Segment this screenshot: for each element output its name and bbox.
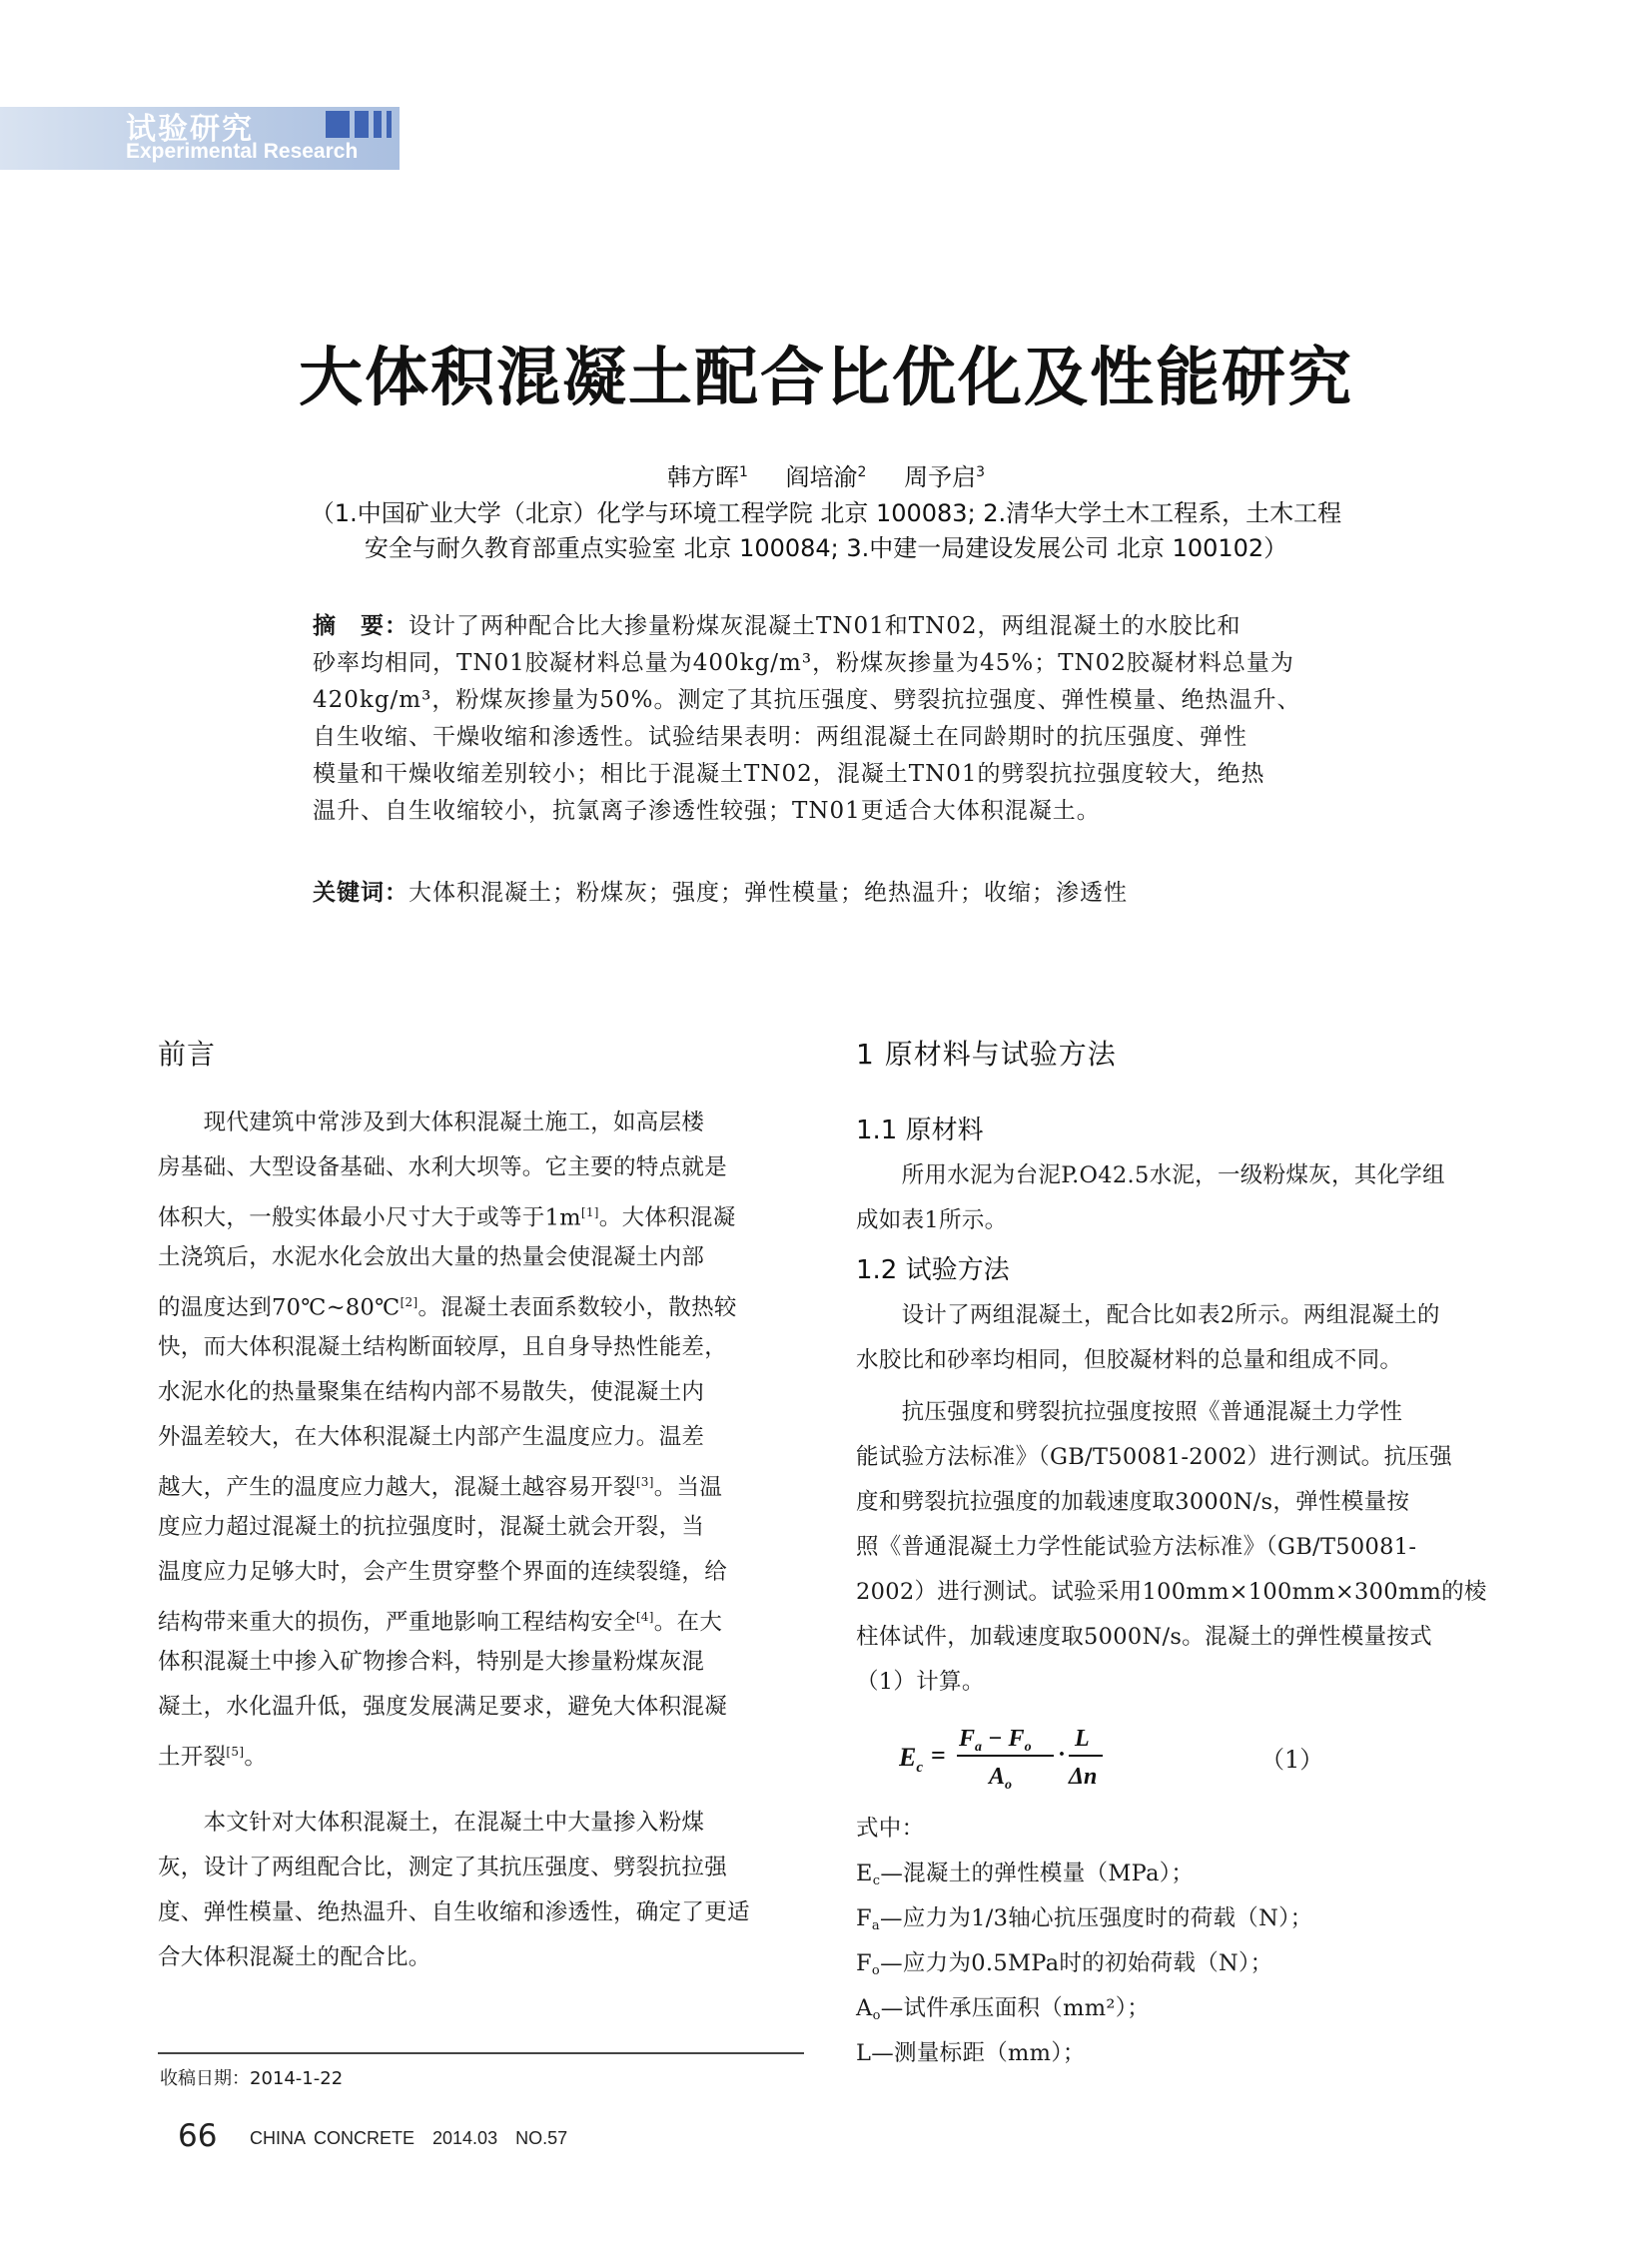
body-line: 温度应力足够大时，会产生贯穿整个界面的连续裂缝，给 — [158, 1559, 728, 1585]
eq-den: A — [989, 1764, 1006, 1790]
symbol: F — [856, 1950, 872, 1976]
body-line: 合大体积混凝土的配合比。 — [158, 1944, 431, 1970]
received-date: 收稿日期：2014-1-22 — [160, 2068, 344, 2089]
author-affil-mark: 3 — [976, 464, 986, 480]
affiliation-line: （1.中国矿业大学（北京）化学与环境工程学院 北京 100083; 2.清华大学土木工程系，土木工程 — [310, 499, 1342, 527]
eq-lhs: E — [899, 1743, 917, 1772]
svg-text:·: · — [1058, 1742, 1067, 1768]
body-line: 土浇筑后，水泥水化会放出大量的热量会使混凝土内部 — [158, 1244, 705, 1270]
body-line: 度、弹性模量、绝热温升、自生收缩和渗透性，确定了更适 — [158, 1899, 750, 1925]
body-line: 快，而大体积混凝土结构断面较厚，且自身导热性能差， — [158, 1334, 728, 1360]
body-line: 灰，设计了两组配合比，测定了其抗压强度、劈裂抗拉强 — [158, 1855, 728, 1880]
header-bar — [326, 111, 350, 138]
body-line: 凝土，水化温升低，强度发展满足要求，避免大体积混凝 — [158, 1694, 728, 1720]
body-text: 。大体积混凝 — [598, 1204, 736, 1231]
section-label-en: Experimental Research — [126, 140, 359, 163]
body-line: 所用水泥为台泥P.O42.5水泥，一级粉煤灰，其化学组 — [856, 1162, 1445, 1188]
keywords-text: 大体积混凝土；粉煤灰；强度；弹性模量；绝热温升；收缩；渗透性 — [409, 880, 1128, 906]
journal-info: CHINA CONCRETE 2014.03 NO.57 — [250, 2128, 568, 2148]
symbol-subscript: a — [871, 1918, 880, 1933]
body-line: 体积混凝土中掺入矿物掺合料，特别是大掺量粉煤灰混 — [158, 1649, 705, 1675]
eq-num: F — [959, 1726, 976, 1752]
body-line: 现代建筑中常涉及到大体积混凝土施工，如高层楼 — [158, 1110, 705, 1135]
body-line — [158, 1733, 807, 1777]
symbol-subscript: o — [872, 2008, 881, 2023]
body-line — [158, 1283, 807, 1327]
body-line: 度应力超过混凝土的抗拉强度时，混凝土就会开裂，当 — [158, 1514, 705, 1540]
abstract-line: 模量和干燥收缩差别较小；相比于混凝土TN02，混凝土TN01的劈裂抗拉强度较大，绝热 — [313, 761, 1265, 787]
eq-den-sub: o — [1005, 1778, 1013, 1793]
body-text: 土开裂 — [158, 1744, 227, 1771]
abstract-text: 设计了两种配合比大掺量粉煤灰混凝土TN01和TN02，两组混凝土的水胶比和 — [409, 613, 1241, 639]
body-line: 柱体试件，加载速度取5000N/s。混凝土的弹性模量按式 — [856, 1624, 1432, 1650]
symbol-text: —混凝土的弹性模量（MPa）； — [880, 1861, 1195, 1886]
eq-lhs-sub: c — [916, 1760, 924, 1776]
abstract-line: 自生收缩、干燥收缩和渗透性。试验结果表明：两组混凝土在同龄期时的抗压强度、弹性 — [313, 724, 1247, 750]
abstract-line: 砂率均相同，TN01胶凝材料总量为400kg/m³，粉煤灰掺量为45%；TN02胶凝材料总量为 — [313, 650, 1294, 676]
subsection-heading-1-2: 1.2 试验方法 — [856, 1255, 1010, 1285]
body-line — [158, 1598, 807, 1642]
header-bar — [374, 111, 382, 138]
body-text: 越大，产生的温度应力越大，混凝土越容易开裂 — [158, 1474, 636, 1501]
symbol-definition — [856, 1855, 1505, 1900]
body-text: 结构带来重大的损伤，严重地影响工程结构安全 — [158, 1609, 636, 1636]
body-line: 水泥水化的热量聚集在结构内部不易散失，使混凝土内 — [158, 1379, 705, 1405]
abstract-label: 摘 要： — [313, 613, 409, 639]
body-line: 设计了两组混凝土，配合比如表2所示。两组混凝土的 — [856, 1302, 1440, 1328]
body-line: 成如表1所示。 — [856, 1207, 1008, 1233]
equation-number: （1） — [1260, 1746, 1324, 1774]
body-line: 水胶比和砂率均相同，但胶凝材料的总量和组成不同。 — [856, 1347, 1403, 1373]
svg-text:Ao — [987, 1764, 1012, 1793]
body-line: 式中： — [856, 1816, 925, 1842]
author-affil-mark: 2 — [857, 464, 867, 480]
body-text: 体积大，一般实体最小尺寸大于或等于1m — [158, 1204, 581, 1231]
author-name: 周予启 — [904, 463, 977, 491]
svg-text:=: = — [931, 1741, 946, 1770]
body-line: 能试验方法标准》（GB/T50081-2002）进行测试。抗压强 — [856, 1444, 1452, 1470]
abstract-line — [313, 608, 1341, 645]
body-text: 。 — [244, 1744, 268, 1771]
section-label-cn: 试验研究 — [126, 112, 254, 147]
author-affil-mark: 1 — [738, 464, 748, 480]
symbol-definition — [856, 1944, 1505, 1990]
eq-den2: Δn — [1069, 1764, 1098, 1790]
body-text: 。混凝土表面系数较小，散热较 — [417, 1294, 737, 1321]
page-number: 66 — [178, 2118, 218, 2154]
citation: [3] — [635, 1475, 654, 1489]
keywords-line — [313, 875, 1341, 912]
svg-text:Fa − Fo — [958, 1726, 1032, 1755]
citation: [2] — [400, 1295, 418, 1309]
body-line: 本文针对大体积混凝土，在混凝土中大量掺入粉煤 — [158, 1810, 705, 1836]
equation-1 — [899, 1716, 1458, 1796]
author-name: 韩方晖 — [666, 463, 739, 491]
eq-num-mid: − F — [982, 1726, 1025, 1752]
symbol-subscript: o — [871, 1963, 881, 1978]
symbol-definition — [856, 2034, 1505, 2080]
body-line: 度和劈裂抗拉强度的加载速度取3000N/s，弹性模量按 — [856, 1489, 1410, 1515]
author-list — [0, 457, 1652, 492]
body-text: 。在大 — [653, 1609, 723, 1636]
symbol-definition — [856, 1899, 1505, 1945]
eq-num2: L — [1075, 1726, 1090, 1752]
symbol: A — [856, 1995, 873, 2021]
body-line — [158, 1193, 807, 1237]
symbol: F — [856, 1905, 872, 1931]
author-name: 阎培渝 — [785, 463, 858, 491]
abstract-line: 420kg/m³，粉煤灰掺量为50%。测定了其抗压强度、劈裂抗拉强度、弹性模量、绝热温升、 — [313, 687, 1301, 713]
symbol: L — [856, 2040, 872, 2066]
body-line: 照《普通混凝土力学性能试验方法标准》（GB/T50081- — [856, 1534, 1417, 1560]
symbol-text: —应力为1/3轴心抗压强度时的荷载（N）； — [879, 1905, 1313, 1931]
header-bar — [355, 111, 369, 138]
body-text: 。当温 — [653, 1474, 723, 1501]
abstract-line: 温升、自生收缩较小，抗氯离子渗透性较强；TN01更适合大体积混凝土。 — [313, 798, 1101, 824]
symbol-subscript: c — [872, 1873, 881, 1888]
symbol-definition — [856, 1989, 1505, 2035]
header-bar — [387, 111, 392, 138]
citation: [4] — [635, 1610, 654, 1624]
eq-num-sub: o — [1024, 1740, 1032, 1755]
symbol-text: —试件承压面积（mm²）； — [880, 1995, 1151, 2021]
section-heading-1: 1 原材料与试验方法 — [856, 1038, 1117, 1071]
symbol-text: —应力为0.5MPa时的初始荷载（N）； — [880, 1950, 1273, 1976]
citation: [5] — [226, 1745, 245, 1759]
body-line — [158, 1463, 807, 1507]
body-line: （1）计算。 — [856, 1669, 985, 1695]
paper-title: 大体积混凝土配合比优化及性能研究 — [299, 342, 1353, 415]
body-line: 房基础、大型设备基础、水利大坝等。它主要的特点就是 — [158, 1154, 728, 1180]
body-line: 外温差较大，在大体积混凝土内部产生温度应力。温差 — [158, 1424, 705, 1450]
subsection-heading-1-1: 1.1 原材料 — [856, 1116, 984, 1145]
body-line: 2002）进行测试。试验采用100mm×100mm×300mm的棱 — [856, 1579, 1487, 1605]
footnote-rule — [158, 2052, 804, 2054]
symbol: E — [856, 1861, 873, 1886]
body-text: 的温度达到70℃~80℃ — [158, 1294, 401, 1321]
keywords-label: 关键词： — [313, 880, 409, 906]
eq-num-sub: a — [975, 1740, 983, 1755]
body-line: 抗压强度和劈裂抗拉强度按照《普通混凝土力学性 — [856, 1399, 1403, 1425]
svg-text:Ec — [899, 1743, 923, 1776]
symbol-text: —测量标距（mm）； — [871, 2040, 1086, 2066]
affiliation-line: 安全与耐久教育部重点实验室 北京 100084; 3.中建一局建设发展公司 北京 100102） — [364, 534, 1288, 562]
section-heading-preface: 前言 — [158, 1038, 217, 1071]
citation: [1] — [580, 1205, 599, 1219]
